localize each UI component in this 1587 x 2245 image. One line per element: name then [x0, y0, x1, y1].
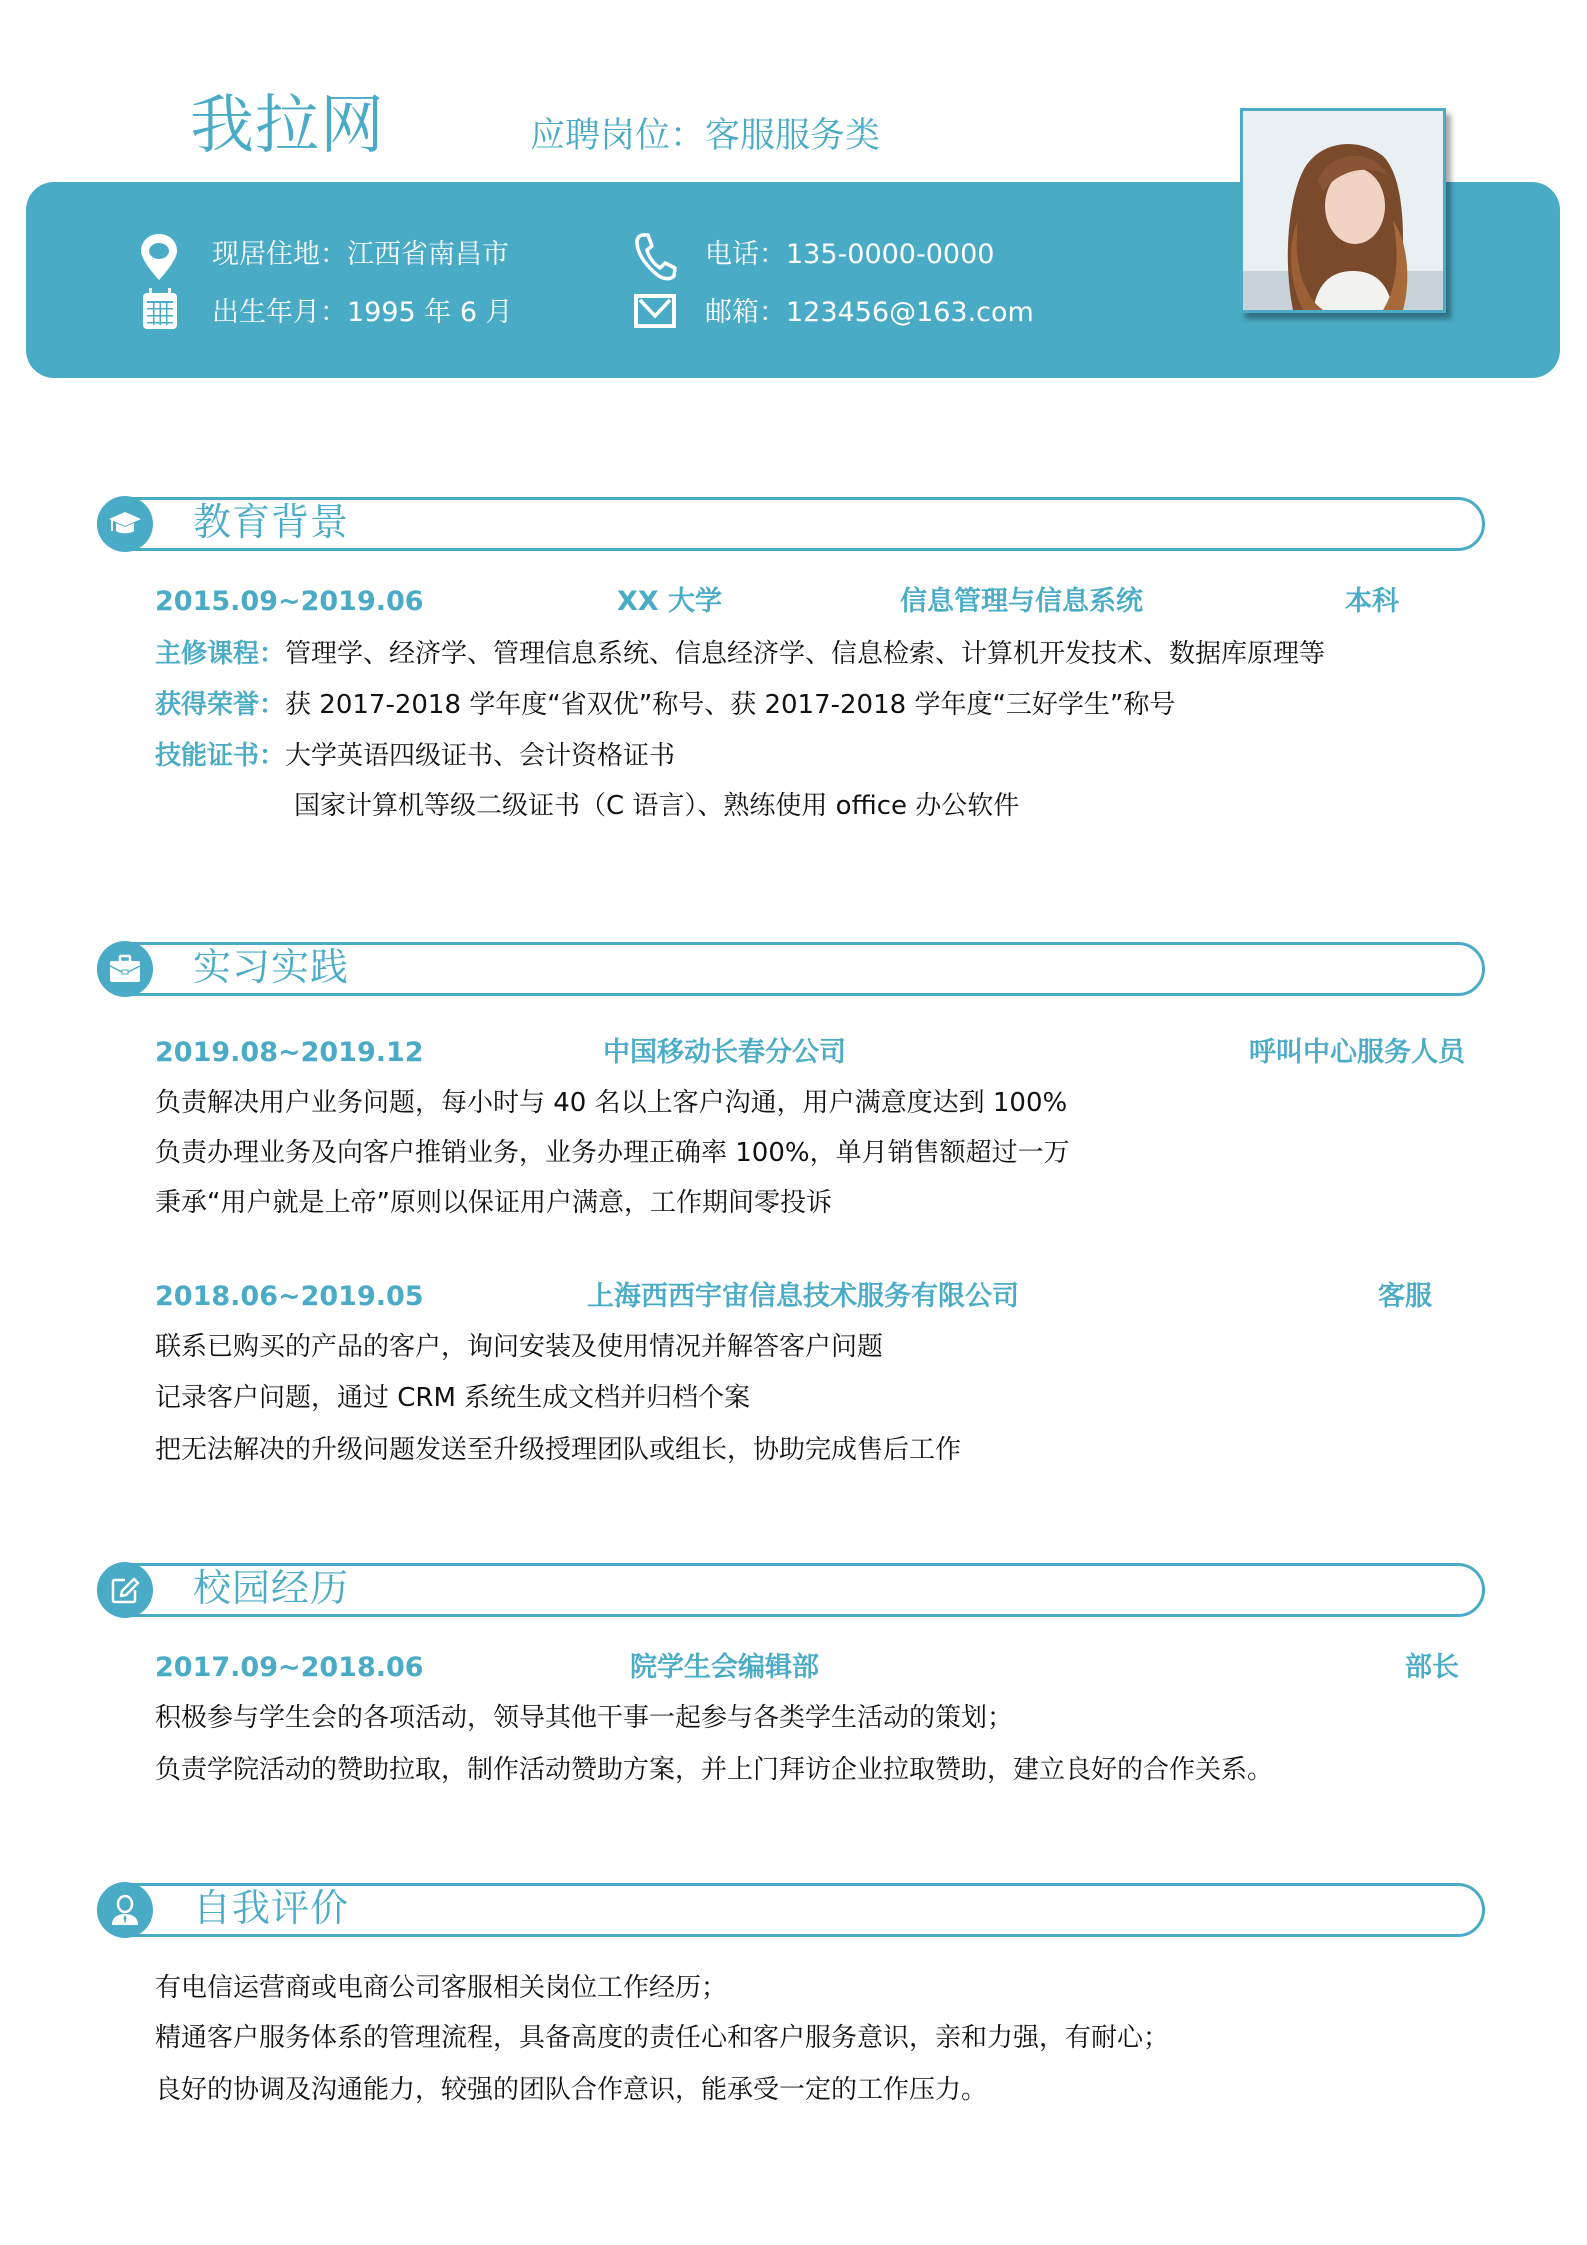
section-icon-self-eval — [97, 1882, 153, 1938]
section-title-campus: 校园经历 — [193, 1566, 350, 1610]
campus-bullet: 负责学院活动的赞助拉取，制作活动赞助方案，并上门拜访企业拉取赞助，建立良好的合作关系。 — [155, 1755, 1274, 1785]
edit-pencil-icon — [109, 1574, 141, 1606]
section-title-education: 教育背景 — [193, 500, 350, 544]
edu-degree: 本科 — [1345, 586, 1399, 617]
job1-role: 呼叫中心服务人员 — [1249, 1037, 1465, 1068]
job2-company: 上海西西宇宙信息技术服务有限公司 — [587, 1281, 1019, 1312]
job2-role: 客服 — [1378, 1281, 1432, 1312]
section-icon-internship — [97, 941, 153, 997]
job1-company: 中国移动长春分公司 — [603, 1037, 846, 1068]
location-pin-icon — [138, 232, 180, 282]
self-eval-bullet: 良好的协调及沟通能力，较强的团队合作意识，能承受一定的工作压力。 — [155, 2075, 988, 2105]
mail-icon — [634, 294, 676, 328]
candidate-name: 我拉网 — [190, 89, 385, 163]
edu-skills-line2: 国家计算机等级二级证书（C 语言）、熟练使用 office 办公软件 — [294, 791, 1020, 821]
job2-bullet: 把无法解决的升级问题发送至升级授理团队或组长，协助完成售后工作 — [155, 1435, 962, 1465]
graduation-cap-icon — [107, 509, 143, 539]
skills-label: 技能证书： — [155, 741, 286, 771]
edu-courses — [155, 636, 1325, 672]
briefcase-icon — [108, 954, 142, 984]
honors-label: 获得荣誉： — [155, 690, 286, 720]
portrait-image — [1243, 111, 1443, 310]
section-title-self-eval: 自我评价 — [193, 1886, 350, 1930]
edu-major: 信息管理与信息系统 — [900, 586, 1143, 617]
birth-text: 出生年月：1995 年 6 月 — [212, 297, 513, 328]
job1-bullet: 负责办理业务及向客户推销业务，业务办理正确率 100%，单月销售额超过一万 — [155, 1138, 1070, 1168]
skills-value-1: 大学英语四级证书、会计资格证书 — [285, 741, 676, 771]
self-eval-bullet: 有电信运营商或电商公司客服相关岗位工作经历； — [155, 1973, 728, 2003]
campus-role: 部长 — [1405, 1652, 1459, 1683]
person-icon — [110, 1893, 140, 1927]
job2-bullet: 联系已购买的产品的客户，询问安装及使用情况并解答客户问题 — [155, 1332, 884, 1362]
job1-bullet: 秉承“用户就是上帝”原则以保证用户满意，工作期间零投诉 — [155, 1188, 832, 1218]
job2-bullet: 记录客户问题，通过 CRM 系统生成文档并归档个案 — [155, 1383, 751, 1413]
self-eval-bullet: 精通客户服务体系的管理流程，具备高度的责任心和客户服务意识，亲和力强，有耐心； — [155, 2023, 1170, 2053]
courses-label: 主修课程： — [155, 639, 286, 669]
location-text: 现居住地：江西省南昌市 — [212, 239, 509, 270]
edu-skills — [155, 738, 675, 774]
campus-org: 院学生会编辑部 — [630, 1652, 819, 1683]
job1-bullet: 负责解决用户业务问题，每小时与 40 名以上客户沟通，用户满意度达到 100% — [155, 1088, 1068, 1118]
campus-period: 2017.09~2018.06 — [155, 1652, 424, 1683]
profile-photo — [1240, 108, 1446, 313]
email-text: 邮箱：123456@163.com — [705, 297, 1034, 328]
phone-icon — [632, 232, 678, 282]
edu-honors — [155, 687, 1175, 723]
section-title-internship: 实习实践 — [193, 945, 350, 989]
job2-period: 2018.06~2019.05 — [155, 1281, 424, 1312]
phone-text: 电话：135-0000-0000 — [705, 239, 995, 270]
job-target: 应聘岗位：客服服务类 — [530, 116, 881, 156]
courses-value: 管理学、经济学、管理信息系统、信息经济学、信息检索、计算机开发技术、数据库原理等 — [285, 639, 1326, 669]
edu-school: XX 大学 — [617, 586, 723, 617]
job1-period: 2019.08~2019.12 — [155, 1037, 424, 1068]
calendar-icon — [141, 287, 179, 331]
section-icon-campus — [97, 1562, 153, 1618]
edu-period: 2015.09~2019.06 — [155, 586, 424, 617]
campus-bullet: 积极参与学生会的各项活动，领导其他干事一起参与各类学生活动的策划； — [155, 1703, 1014, 1733]
section-icon-education — [97, 496, 153, 552]
honors-value: 获 2017-2018 学年度“省双优”称号、获 2017-2018 学年度“三好学生”称号 — [285, 690, 1176, 720]
